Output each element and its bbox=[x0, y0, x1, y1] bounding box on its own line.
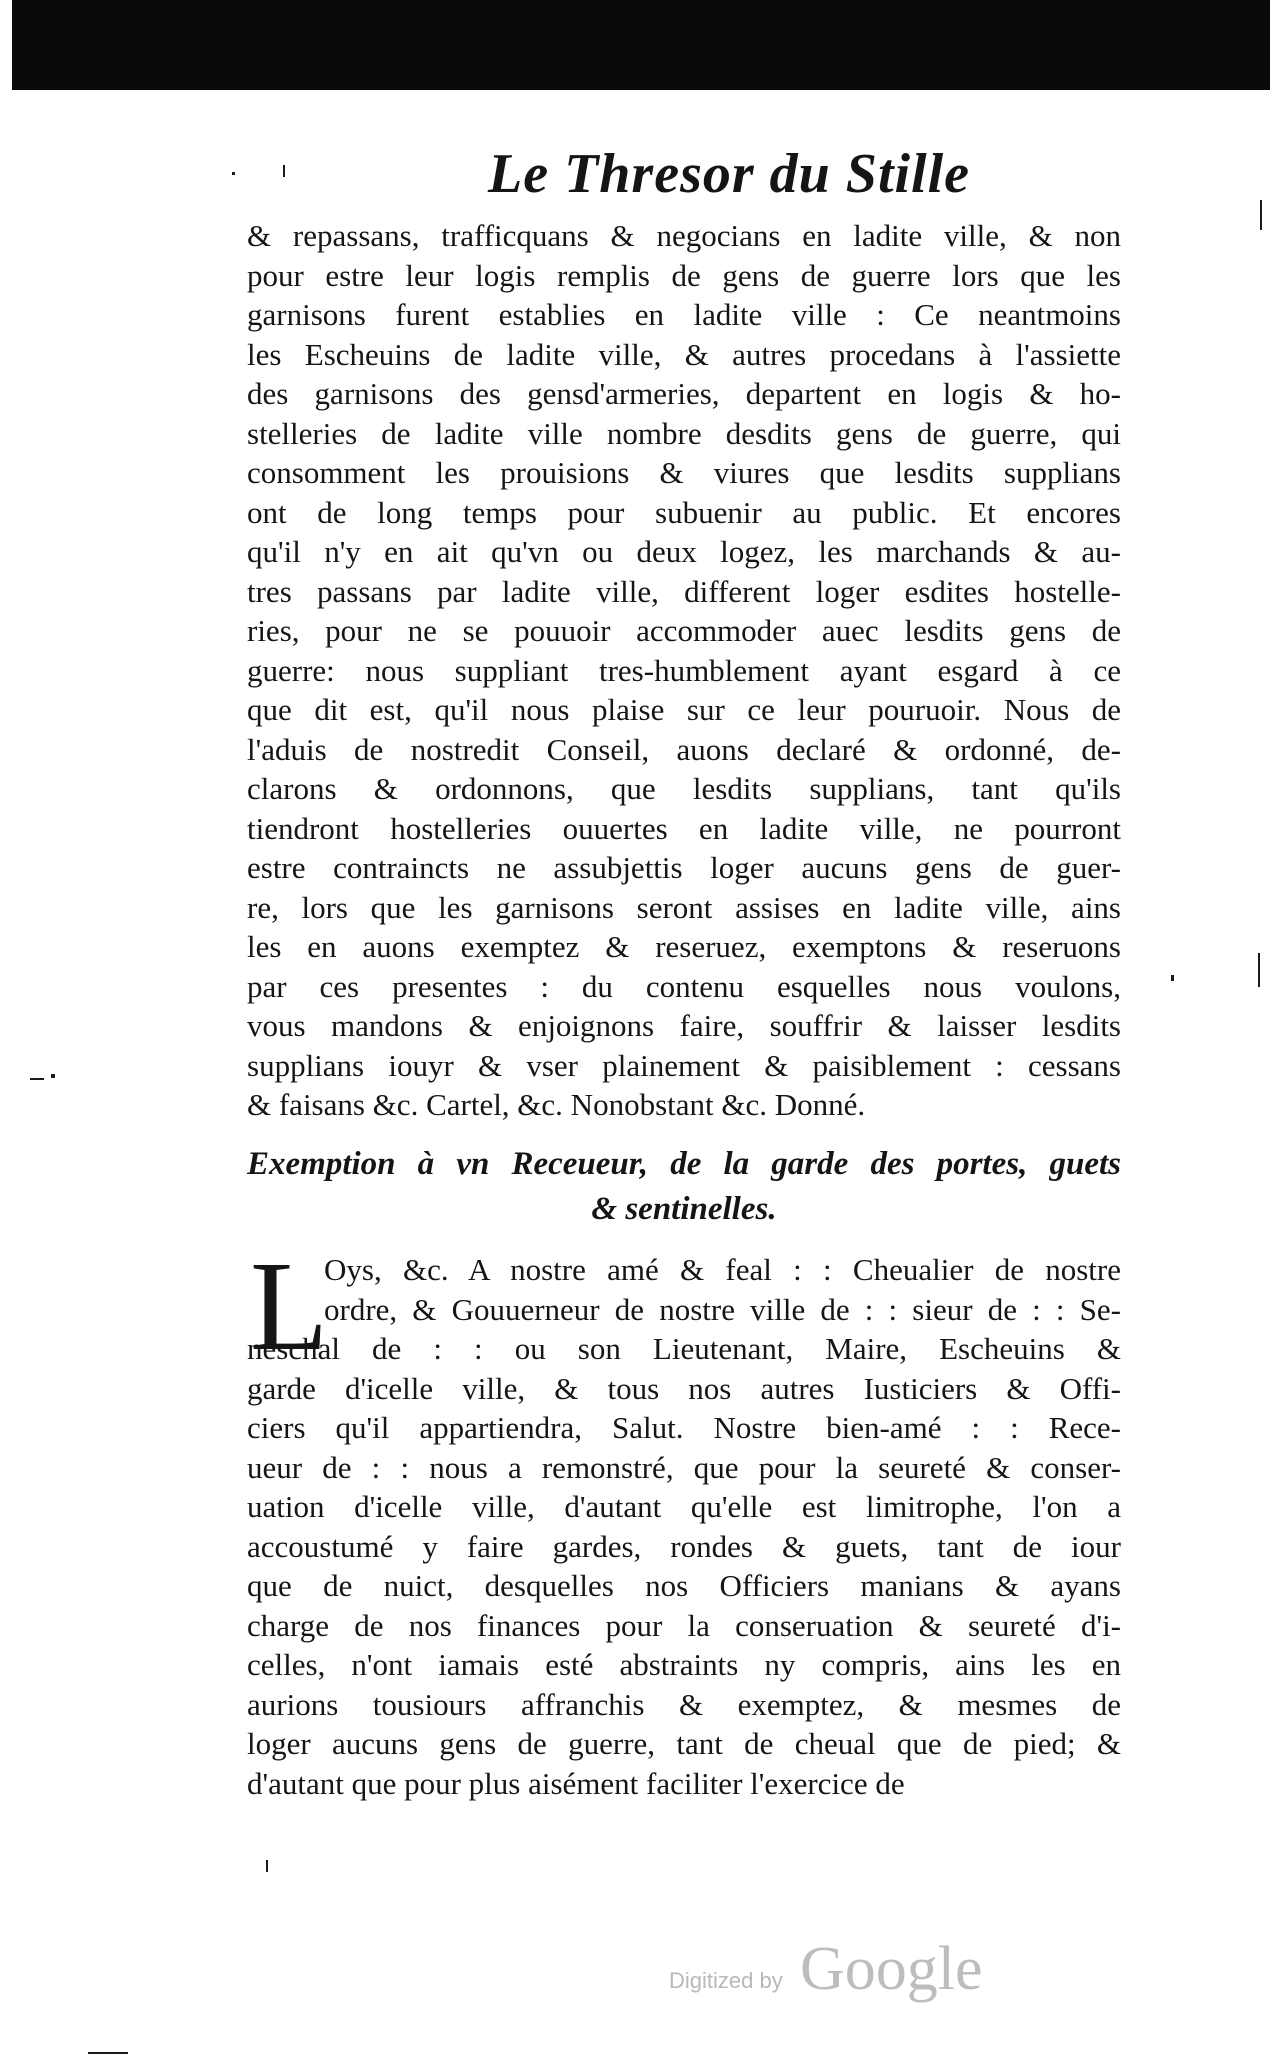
text-line: ciers qu'il appartiendra, Salut. Nostre bien-amé : : Rece- bbox=[247, 1410, 1121, 1445]
scan-speck bbox=[1260, 200, 1262, 230]
text-line: re, lors que les garnisons seront assises en ladite ville, ains bbox=[247, 889, 1121, 925]
scan-speck bbox=[88, 2052, 128, 2054]
section-heading-line: Exemption à vn Receueur, de la garde des portes, guets bbox=[247, 1146, 1121, 1182]
text-line: supplians iouyr & vser plainement & paisiblement : cessans bbox=[247, 1047, 1121, 1083]
text-line: que de nuict, desquelles nos Officiers manians & ayans bbox=[247, 1568, 1121, 1603]
text-line: stelleries de ladite ville nombre desdits gens de guerre, qui bbox=[247, 415, 1121, 451]
text-line: clarons & ordonnons, que lesdits supplians, tant qu'ils bbox=[247, 771, 1121, 806]
text-line: pour estre leur logis remplis de gens de guerre lors que les bbox=[247, 257, 1121, 293]
scan-speck bbox=[30, 1078, 44, 1080]
text-line: les Escheuins de ladite ville, & autres procedans à l'assiette bbox=[247, 336, 1121, 372]
text-line: uation d'icelle ville, d'autant qu'elle est limitrophe, l'on a bbox=[247, 1489, 1121, 1524]
text-line: tres passans par ladite ville, different loger esdites hostelle- bbox=[247, 573, 1121, 609]
paragraph-1 bbox=[247, 216, 1121, 1125]
section-heading-line: & sentinelles. bbox=[591, 1191, 777, 1227]
running-head: Le Thresor du Stille bbox=[488, 143, 971, 205]
text-line: qu'il n'y en ait qu'vn ou deux logez, les marchands & au- bbox=[247, 534, 1121, 569]
text-line: guerre: nous suppliant tres-humblement ayant esgard à ce bbox=[247, 652, 1121, 688]
scan-speck bbox=[266, 1860, 268, 1872]
paragraph-2-indented bbox=[324, 1250, 1121, 1329]
text-line: que dit est, qu'il nous plaise sur ce leur pouruoir. Nous de bbox=[247, 692, 1121, 727]
text-line: les en auons exemptez & reseruez, exemptons & reseruons bbox=[247, 929, 1121, 964]
scan-speck bbox=[283, 165, 285, 177]
text-line: & faisans &c. Cartel, &c. Nonobstant &c. Donné. bbox=[247, 1087, 866, 1122]
text-line: ont de long temps pour subuenir au public. Et encores bbox=[247, 494, 1121, 530]
scan-speck bbox=[232, 172, 235, 175]
drop-cap-initial: L bbox=[250, 1235, 329, 1377]
text-line: charge de nos finances pour la conseruation & seureté d'i- bbox=[247, 1607, 1121, 1643]
text-line: des garnisons des gensd'armeries, departent en logis & ho- bbox=[247, 376, 1121, 411]
text-line: neschal de : : ou son Lieutenant, Maire, Escheuins & bbox=[247, 1331, 1121, 1366]
text-line: aurions tousiours affranchis & exemptez, & mesmes de bbox=[247, 1686, 1121, 1722]
google-logo: Google bbox=[800, 1935, 983, 2003]
text-line: & repassans, trafficquans & negocians en ladite ville, & non bbox=[247, 218, 1121, 253]
text-line: garde d'icelle ville, & tous nos autres Iusticiers & Offi- bbox=[247, 1370, 1121, 1406]
text-line: garnisons furent establies en ladite ville : Ce neantmoins bbox=[247, 297, 1121, 332]
paragraph-2 bbox=[247, 1329, 1121, 1803]
scan-speck bbox=[1171, 975, 1174, 981]
text-line: Oys, &c. A nostre amé & feal : : Cheualier de nostre bbox=[324, 1252, 1121, 1287]
text-line: estre contraincts ne assubjettis loger aucuns gens de guer- bbox=[247, 850, 1121, 885]
text-line: accoustumé y faire gardes, rondes & guets, tant de iour bbox=[247, 1528, 1121, 1564]
text-line: loger aucuns gens de guerre, tant de cheual que de pied; & bbox=[247, 1726, 1121, 1761]
scan-speck bbox=[51, 1074, 55, 1078]
text-line: ordre, & Gouuerneur de nostre ville de : : sieur de : : Se- bbox=[324, 1291, 1121, 1327]
text-line: l'aduis de nostredit Conseil, auons declaré & ordonné, de- bbox=[247, 731, 1121, 767]
text-line: d'autant que pour plus aisément faciliter l'exercice de bbox=[247, 1765, 905, 1801]
digitized-by-label: Digitized by bbox=[669, 1968, 783, 1993]
text-line: ueur de : : nous a remonstré, que pour la seureté & conser- bbox=[247, 1449, 1121, 1485]
section-heading bbox=[247, 1142, 1121, 1232]
scan-top-border bbox=[12, 0, 1270, 90]
text-line: ries, pour ne se pouuoir accommoder auec lesdits gens de bbox=[247, 613, 1121, 648]
text-line: tiendront hostelleries ouuertes en ladite ville, ne pourront bbox=[247, 810, 1121, 846]
text-line: celles, n'ont iamais esté abstraints ny compris, ains les en bbox=[247, 1647, 1121, 1682]
scan-speck bbox=[1258, 953, 1260, 987]
text-line: par ces presentes : du contenu esquelles nous voulons, bbox=[247, 968, 1121, 1004]
text-line: consomment les prouisions & viures que lesdits supplians bbox=[247, 455, 1121, 490]
text-line: vous mandons & enjoignons faire, souffrir & laisser lesdits bbox=[247, 1008, 1121, 1043]
